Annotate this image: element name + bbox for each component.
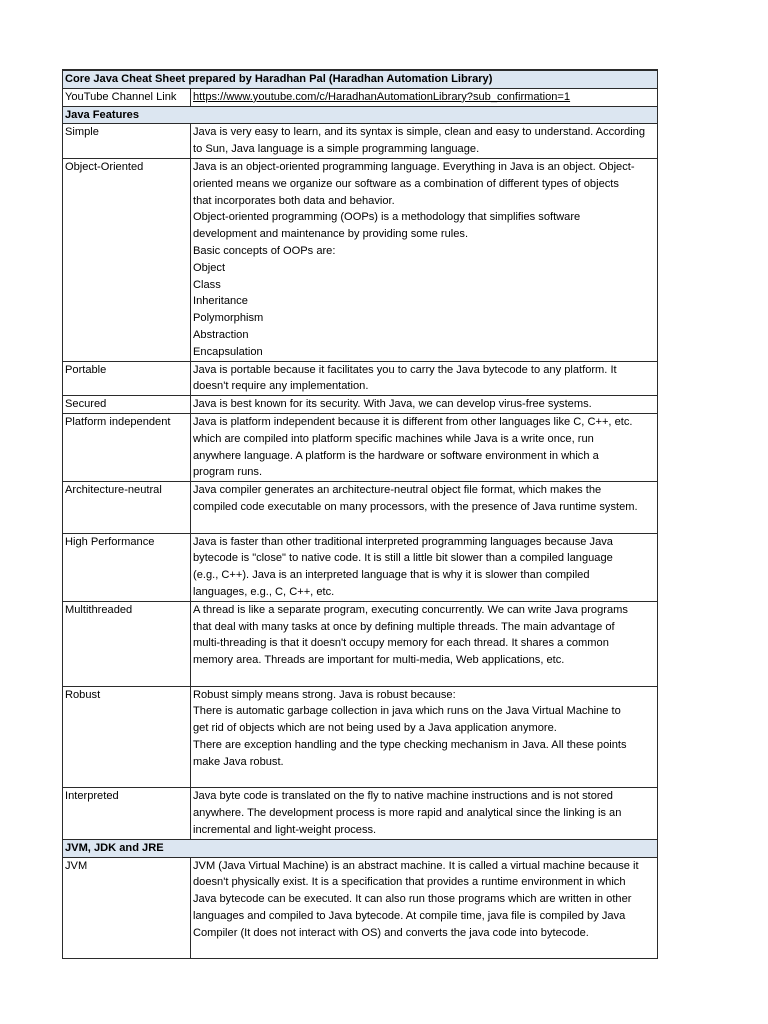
channel-cell (191, 88, 658, 106)
description-line: Java is an object-oriented programming language. Everything in Java is an object. Object- (193, 160, 635, 173)
description-line: anywhere. The development process is more rapid and analytical since the linking is an (193, 807, 622, 820)
description-line: Compiler (It does not interact with OS) and converts the java code into bytecode. (193, 926, 589, 939)
feature-description (191, 158, 658, 361)
channel-link[interactable]: https://www.youtube.com/c/HaradhanAutomationLibrary?sub_confirmation=1 (193, 90, 571, 103)
description-line: bytecode is "close" to native code. It is still a little bit slower than a compiled language (193, 552, 613, 565)
description-line: Java is best known for its security. With Java, we can develop virus-free systems. (193, 398, 592, 411)
description-line: Java is very easy to learn, and its syntax is simple, clean and easy to understand. According (193, 126, 645, 139)
feature-description (191, 124, 658, 159)
description-line: Object (193, 261, 226, 274)
feature-term: Object-Oriented (63, 158, 191, 361)
table-row (63, 857, 658, 959)
description-line: Java is portable because it facilitates you to carry the Java bytecode to any platform. It (193, 363, 617, 376)
description-line: Encapsulation (193, 345, 263, 358)
description-line: JVM (Java Virtual Machine) is an abstract machine. It is called a virtual machine because it (193, 859, 639, 872)
feature-term: Architecture-neutral (63, 482, 191, 533)
feature-term: JVM (63, 857, 191, 959)
table-row (63, 533, 658, 601)
table-row (63, 361, 658, 396)
description-line: incremental and light-weight process. (193, 824, 377, 837)
channel-label: YouTube Channel Link (63, 88, 191, 106)
feature-description (191, 482, 658, 533)
feature-term: Secured (63, 396, 191, 414)
cheat-sheet-body (63, 70, 658, 959)
feature-description (191, 601, 658, 686)
description-line: Java is platform independent because it is different from other languages like C, C++, etc. (193, 415, 633, 428)
feature-term: Portable (63, 361, 191, 396)
description-line: oriented means we organize our software as a combination of different types of objects (193, 177, 619, 190)
description-line: program runs. (193, 466, 263, 479)
feature-description (191, 361, 658, 396)
table-row (63, 413, 658, 481)
description-line: Java is faster than other traditional interpreted programming languages because Java (193, 535, 613, 548)
feature-term: Robust (63, 686, 191, 788)
description-line: which are compiled into platform specific machines while Java is a write once, run (193, 432, 594, 445)
feature-description (191, 396, 658, 414)
section-heading: JVM, JDK and JRE (63, 839, 658, 857)
table-row (63, 396, 658, 414)
description-line: (e.g., C++). Java is an interpreted language that is why it is slower than compiled (193, 569, 590, 582)
table-row (63, 482, 658, 533)
description-line: that incorporates both data and behavior. (193, 194, 395, 207)
feature-description (191, 857, 658, 959)
table-row (63, 686, 658, 788)
description-line: There is automatic garbage collection in java which runs on the Java Virtual Machine to (193, 705, 621, 718)
description-line: make Java robust. (193, 755, 284, 768)
description-line: anywhere language. A platform is the hardware or software environment in which a (193, 449, 599, 462)
description-line: Inheritance (193, 295, 248, 308)
channel-row (63, 88, 658, 106)
description-line (193, 942, 655, 959)
description-line: Robust simply means strong. Java is robust because: (193, 688, 456, 701)
feature-description (191, 413, 658, 481)
description-line: development and maintenance by providing some rules. (193, 228, 469, 241)
description-line: Java compiler generates an architecture-neutral object file format, which makes the (193, 484, 602, 497)
description-line: languages and compiled to Java bytecode. At compile time, java file is compiled by Java (193, 910, 626, 923)
description-line: Class (193, 278, 221, 291)
feature-term: Interpreted (63, 788, 191, 839)
description-line: that deal with many tasks at once by defining multiple threads. The main advantage of (193, 620, 615, 633)
table-row (63, 158, 658, 361)
description-line: to Sun, Java language is a simple programming language. (193, 143, 480, 156)
feature-term: Multithreaded (63, 601, 191, 686)
description-line (193, 516, 655, 533)
description-line: memory area. Threads are important for multi-media, Web applications, etc. (193, 654, 565, 667)
section-header-row (63, 839, 658, 857)
feature-term: High Performance (63, 533, 191, 601)
sheet-title: Core Java Cheat Sheet prepared by Haradhan Pal (Haradhan Automation Library) (63, 70, 658, 88)
table-row (63, 788, 658, 839)
feature-description (191, 788, 658, 839)
description-line: Object-oriented programming (OOPs) is a methodology that simplifies software (193, 211, 581, 224)
description-line: Java byte code is translated on the fly to native machine instructions and is not stored (193, 790, 613, 803)
description-line: Java bytecode can be executed. It can also run those programs which are written in other (193, 893, 632, 906)
feature-description (191, 686, 658, 788)
feature-description (191, 533, 658, 601)
cheat-sheet-table (62, 69, 658, 959)
description-line (193, 771, 655, 788)
description-line: multi-threading is that it doesn't occupy memory for each thread. It shares a common (193, 637, 609, 650)
description-line: There are exception handling and the type checking mechanism in Java. All these points (193, 739, 627, 752)
description-line: compiled code executable on many processors, with the presence of Java runtime system. (193, 500, 638, 513)
description-line: A thread is like a separate program, executing concurrently. We can write Java programs (193, 603, 628, 616)
table-row (63, 124, 658, 159)
description-line (193, 669, 655, 686)
feature-term: Simple (63, 124, 191, 159)
title-row (63, 70, 658, 88)
table-row (63, 601, 658, 686)
description-line: doesn't require any implementation. (193, 380, 369, 393)
section-header-row (63, 106, 658, 124)
section-heading: Java Features (63, 106, 658, 124)
description-line: Polymorphism (193, 312, 264, 325)
description-line: Abstraction (193, 328, 249, 341)
feature-term: Platform independent (63, 413, 191, 481)
description-line: doesn't physically exist. It is a specification that provides a runtime environment in which (193, 876, 626, 889)
description-line: get rid of objects which are not being used by a Java application anymore. (193, 722, 557, 735)
description-line: Basic concepts of OOPs are: (193, 244, 336, 257)
description-line: languages, e.g., C, C++, etc. (193, 585, 335, 598)
